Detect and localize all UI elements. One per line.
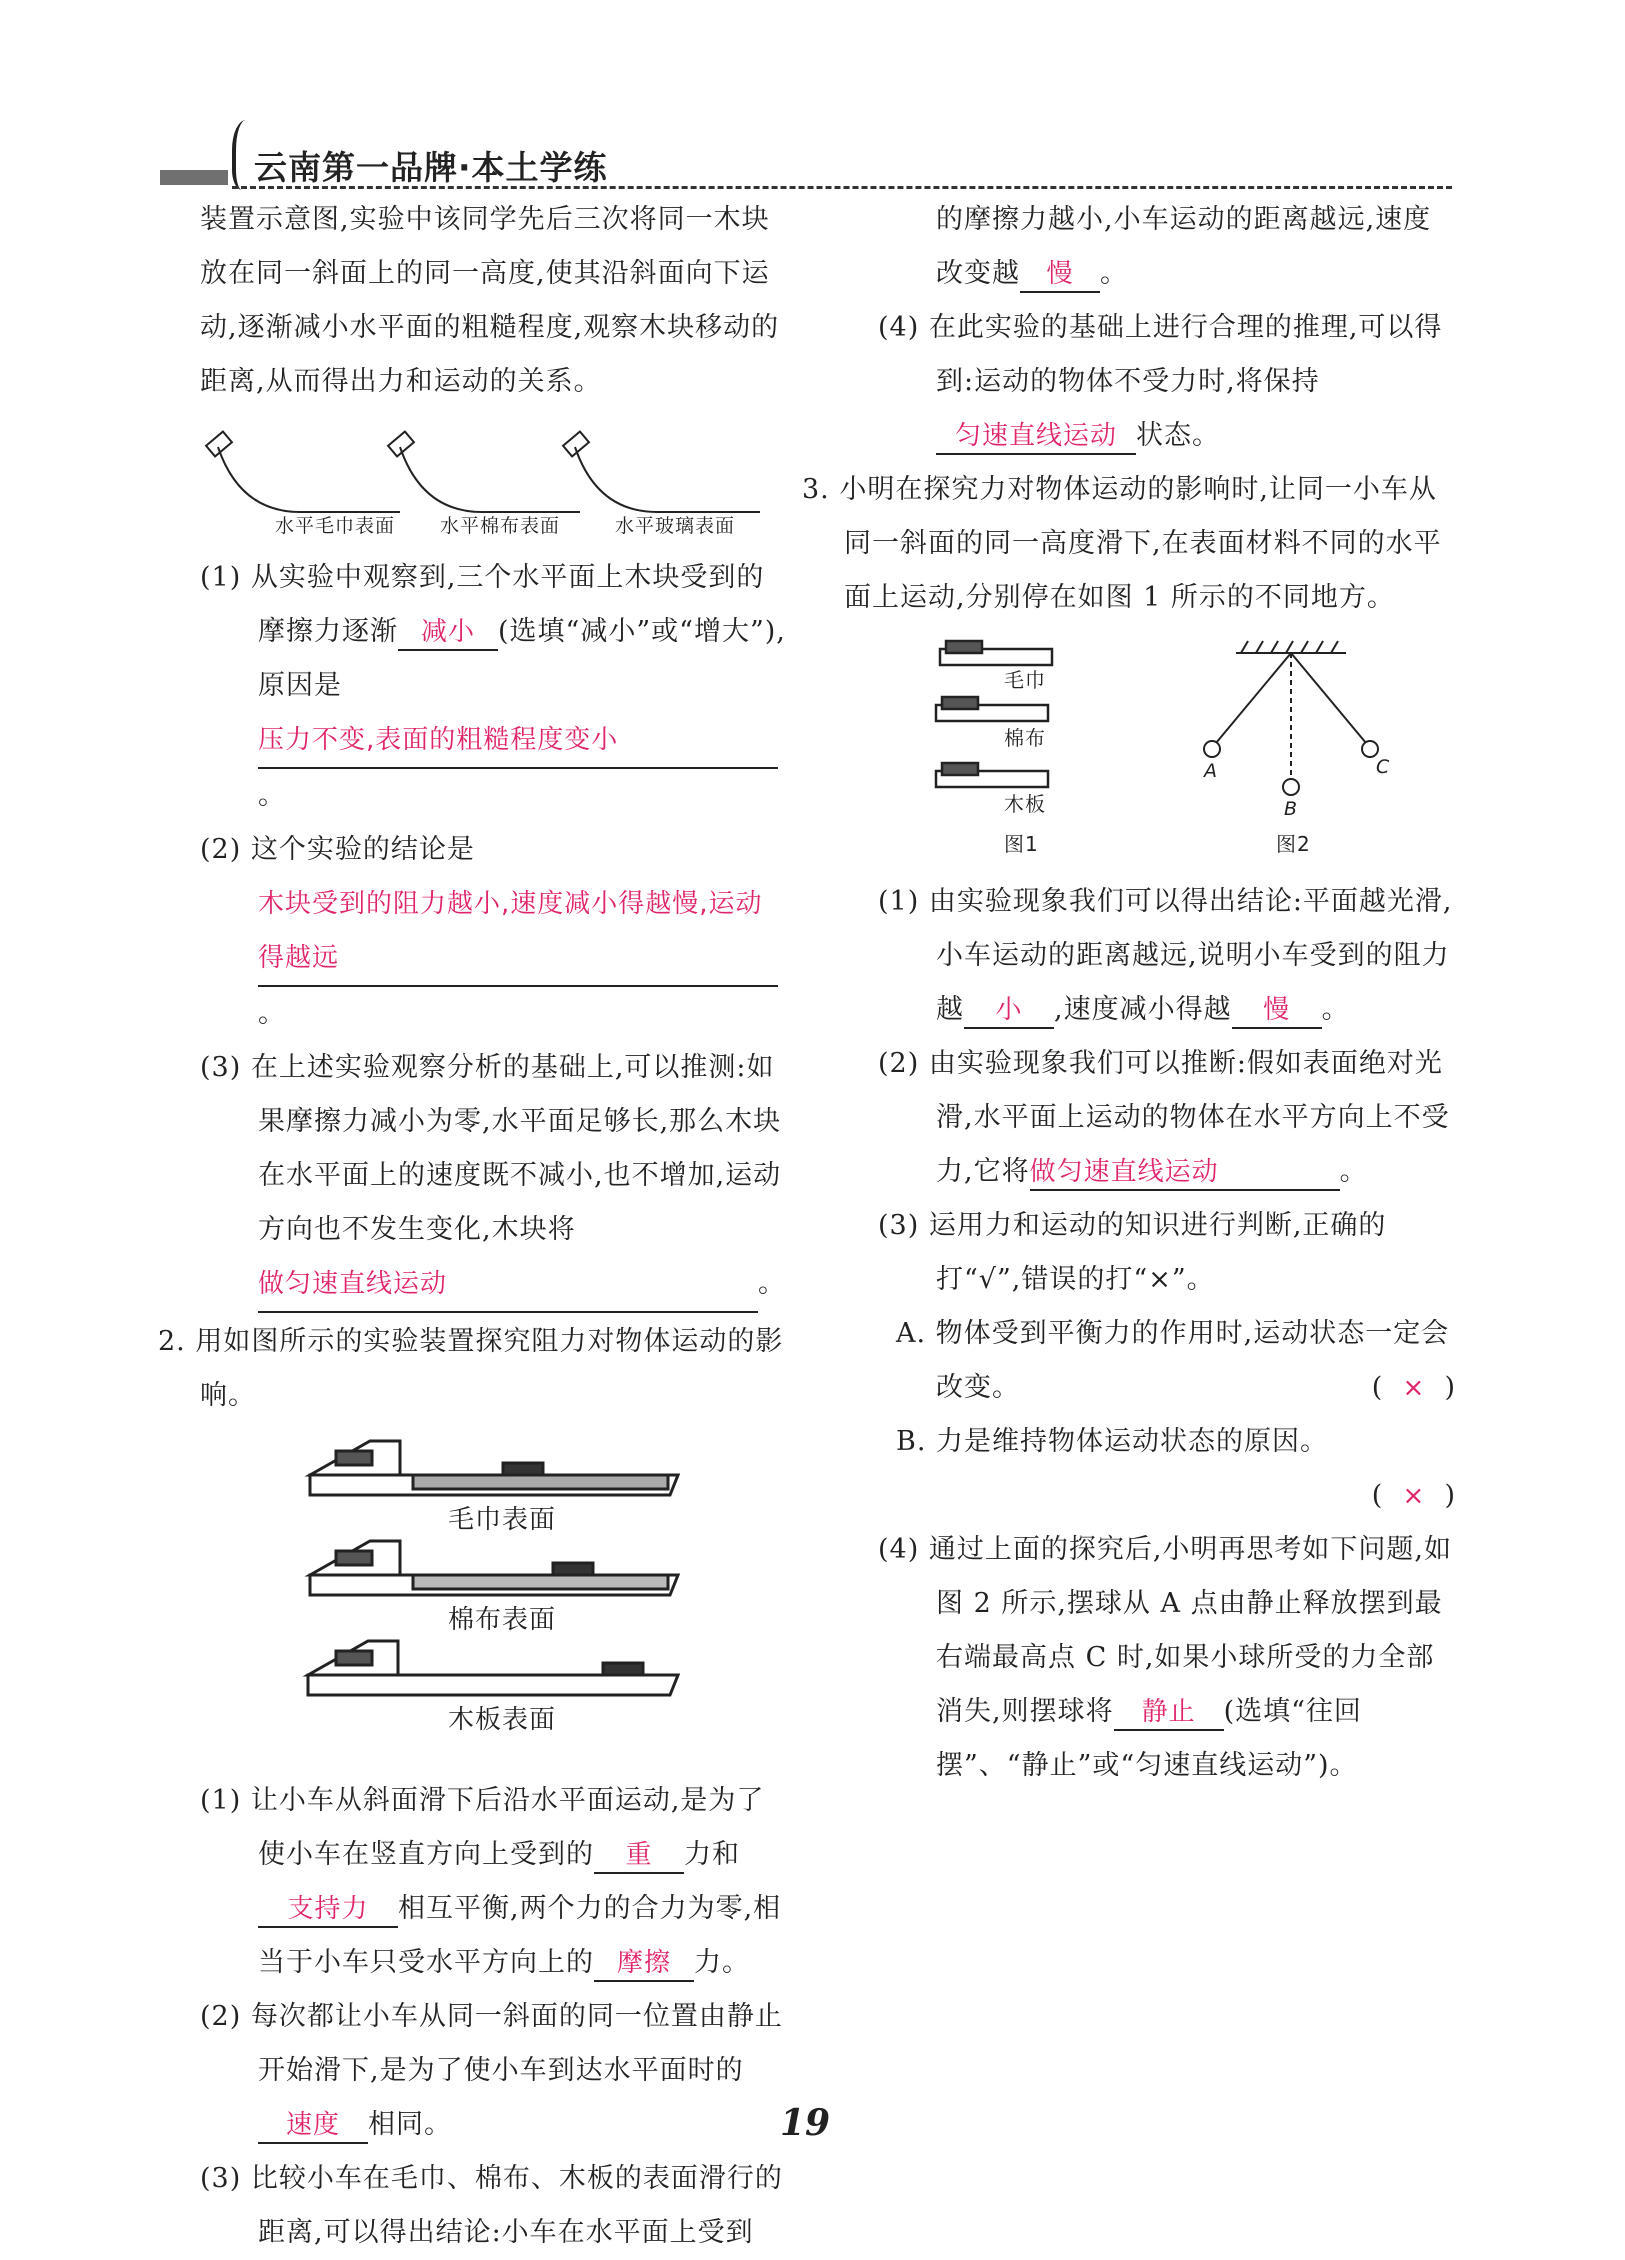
answer-blank: 慢 xyxy=(1232,993,1322,1029)
answer-blank: 匀速直线运动 xyxy=(936,419,1136,455)
q1-part1: (1) 从实验中观察到,三个水平面上木块受到的摩擦力逐渐 减小 (选填“减小”或“增大”),原因是压力不变,表面的粗糙程度变小。 xyxy=(200,562,786,811)
answer-blank: 压力不变,表面的粗糙程度变小 xyxy=(258,713,778,769)
answer-blank: 摩擦 xyxy=(594,1946,694,1982)
q2-part3: (3) 比较小车在毛巾、棉布、木板的表面滑行的距离,可以得出结论:小车在水平面上受到 xyxy=(200,2163,783,2248)
q1-part2: (2) 这个实验的结论是木块受到的阻力越小,速度减小得越慢,运动得越远。 xyxy=(158,823,786,1041)
q3-diagram xyxy=(836,631,1456,871)
header-title: 云南第一品牌·本土学练 xyxy=(254,148,608,187)
label-cotton-surface: 水平棉布表面 xyxy=(440,515,561,537)
q1-part3: (3) 在上述实验观察分析的基础上,可以推测:如果摩擦力减小为零,水平面足够长,那么木块在水平面上的速度既不减小,也不增加,运动方向也不发生变化,木块将做匀速直线运动 。 xyxy=(158,1041,786,1313)
header-bar xyxy=(160,170,228,185)
figure-1-caption: 图1 xyxy=(1004,832,1039,856)
question-2: 2. 用如图所示的实验装置探究阻力对物体运动的影响。 xyxy=(158,1326,784,1411)
point-c-label: C xyxy=(1376,756,1391,778)
option-a-answer: ( × ) xyxy=(1371,1372,1456,1403)
answer-blank: 木块受到的阻力越小,速度减小得越慢,运动得越远 xyxy=(258,877,778,987)
question-3: 3. 小明在探究力对物体运动的影响时,让同一小车从同一斜面的同一高度滑下,在表面材料不同的水平面上运动,分别停在如图 1 所示的不同地方。 xyxy=(802,474,1442,613)
label-wood: 木板表面 xyxy=(448,1705,557,1735)
q3-part2: (2) 由实验现象我们可以推断:假如表面绝对光滑,水平面上运动的物体在水平方向上不受力,它将做匀速直线运动 。 xyxy=(836,1037,1456,1199)
q3-figures xyxy=(836,631,1456,871)
point-b-label: B xyxy=(1284,798,1299,820)
header-brace xyxy=(232,120,248,190)
figure-2-caption: 图2 xyxy=(1276,832,1311,856)
label-cotton-small: 棉布 xyxy=(1004,726,1046,750)
label-cotton: 棉布表面 xyxy=(448,1605,557,1635)
label-towel: 毛巾表面 xyxy=(448,1505,557,1535)
answer-blank: 速度 xyxy=(258,2108,368,2144)
left-column xyxy=(158,193,786,2260)
label-glass-surface: 水平玻璃表面 xyxy=(615,515,736,537)
q2-part1: (1) 让小车从斜面滑下后沿水平面运动,是为了使小车在竖直方向上受到的 重 力和支持力 相互平衡,两个力的合力为零,相当于小车只受水平方向上的 摩擦 力。 xyxy=(158,1774,786,1990)
label-towel-surface: 水平毛巾表面 xyxy=(275,515,396,537)
q2-part3-continued: 的摩擦力越小,小车运动的距离越远,速度改变越 慢 。 xyxy=(836,193,1456,301)
q3-part3: (3) 运用力和运动的知识进行判断,正确的打“√”,错误的打“×”。 xyxy=(878,1210,1387,1295)
q3-part4: (4) 通过上面的探究后,小明再思考如下问题,如图 2 所示,摆球从 A 点由静止释放摆到最右端最高点 C 时,如果小球所受的力全部消失,则摆球将 静止 (选填“往回摆”、“静止”或“匀速直线运动”)。 xyxy=(878,1534,1452,1781)
answer-blank: 支持力 xyxy=(258,1892,398,1928)
page-number: 19 xyxy=(780,2102,831,2144)
answer-blank: 做匀速直线运动 xyxy=(1030,1155,1340,1191)
q2-part2: (2) 每次都让小车从同一斜面的同一位置由静止开始滑下,是为了使小车到达水平面时的速度 相同。 xyxy=(158,1990,786,2152)
point-a-label: A xyxy=(1204,760,1218,782)
label-towel-small: 毛巾 xyxy=(1004,668,1046,692)
option-a: A. 物体受到平衡力的作用时,运动状态一定会改变。 ( × ) xyxy=(836,1307,1456,1415)
header-dashed-line xyxy=(232,186,1452,189)
q3-part1: (1) 由实验现象我们可以得出结论:平面越光滑,小车运动的距离越远,说明小车受到的阻力越 小 ,速度减小得越 慢 。 xyxy=(836,875,1456,1037)
answer-blank: 慢 xyxy=(1020,257,1100,293)
answer-blank: 静止 xyxy=(1114,1695,1224,1731)
option-b-answer-row xyxy=(836,1469,1456,1523)
right-column xyxy=(802,193,1456,1793)
q2-part4: (4) 在此实验的基础上进行合理的推理,可以得到:运动的物体不受力时,将保持匀速直线运动 状态。 xyxy=(836,301,1456,463)
intro-paragraph: 装置示意图,实验中该同学先后三次将同一木块放在同一斜面上的同一高度,使其沿斜面向下运动,逐渐减小水平面的粗糙程度,观察木块移动的距离,从而得出力和运动的关系。 xyxy=(200,204,780,397)
ramp-figure xyxy=(158,1433,786,1758)
slope-figure xyxy=(200,417,786,537)
answer-blank: 减小 xyxy=(398,615,498,651)
label-wood-small: 木板 xyxy=(1004,792,1046,816)
answer-blank: 做匀速直线运动 xyxy=(258,1257,758,1313)
option-b: B. 力是维持物体运动状态的原因。 xyxy=(896,1426,1329,1457)
option-b-answer: ( × ) xyxy=(1371,1480,1456,1511)
answer-blank: 小 xyxy=(964,993,1054,1029)
answer-blank: 重 xyxy=(594,1838,684,1874)
